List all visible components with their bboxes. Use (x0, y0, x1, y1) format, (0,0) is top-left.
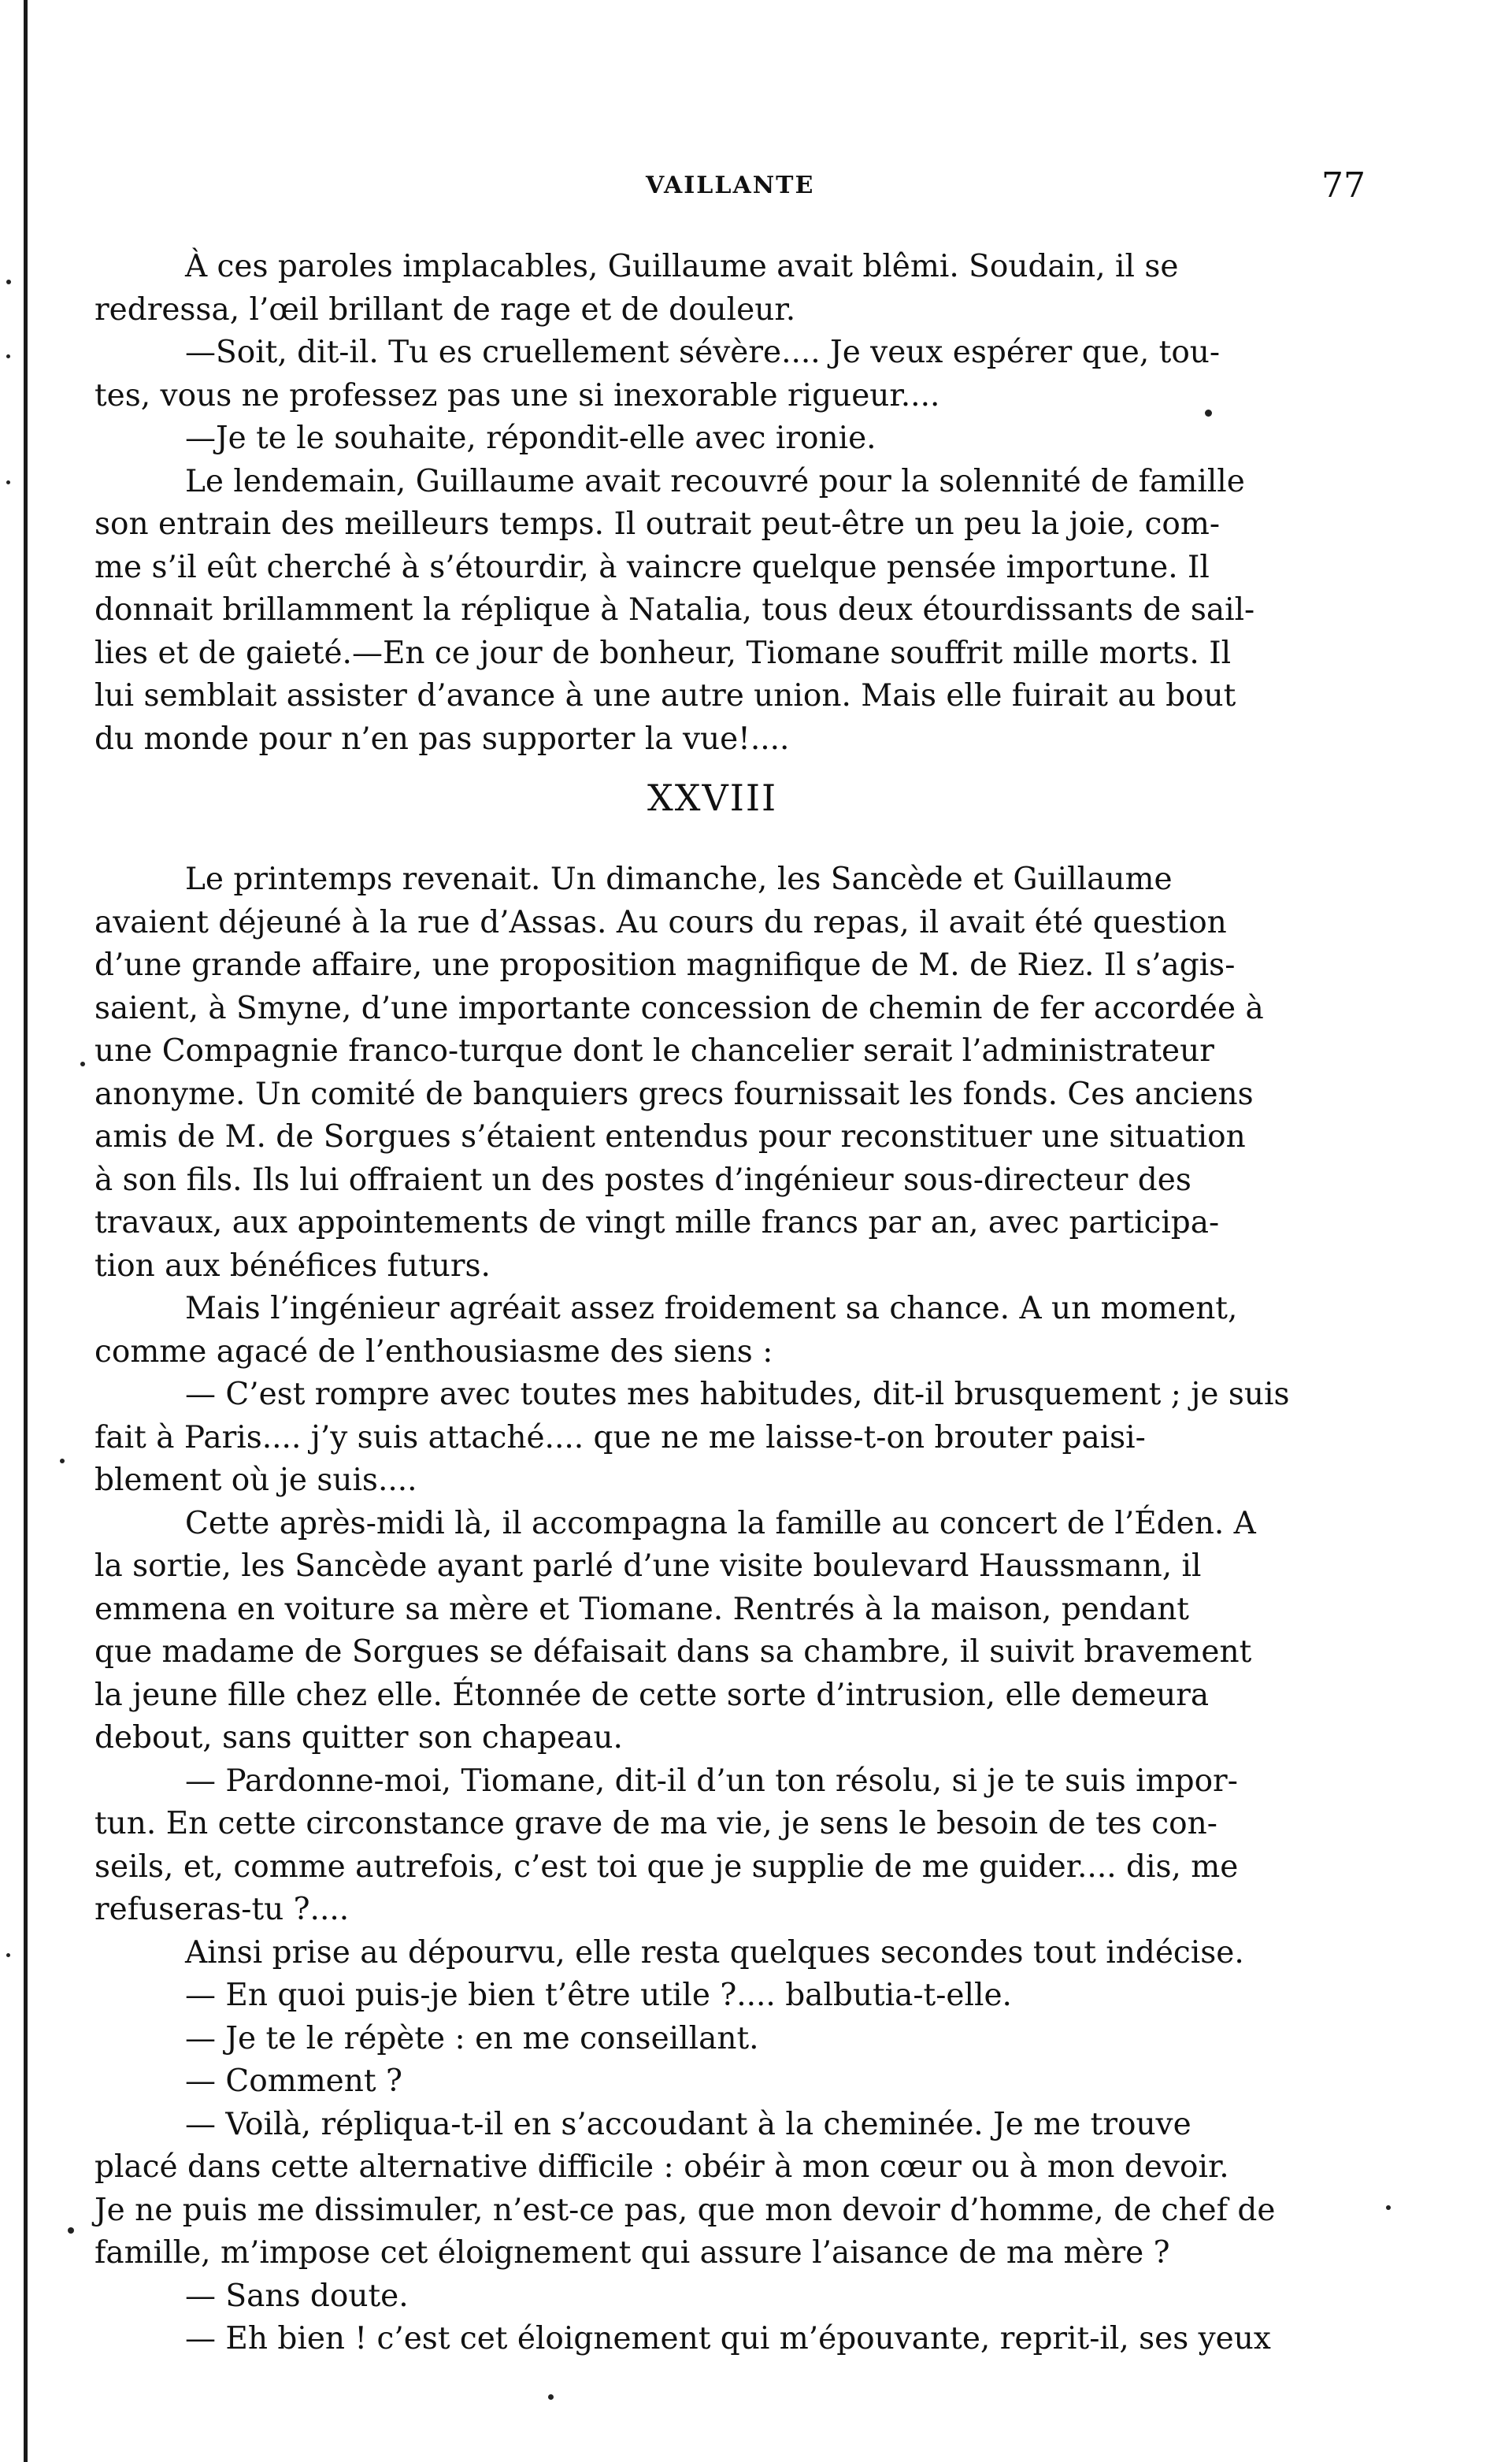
page-number: 77 (1321, 165, 1366, 206)
page-binding-edge (24, 0, 28, 2462)
text-line: travaux, aux appointements de vingt mille francs par an, avec participa- (94, 1205, 1220, 1240)
text-line: fait à Paris.... j’y suis attaché.... que ne me laisse-t-on brouter paisi- (94, 1419, 1146, 1455)
text-line: la sortie, les Sancède ayant parlé d’une visite boulevard Haussmann, il (94, 1548, 1202, 1584)
text-line: — Eh bien ! c’est cet éloignement qui m’épouvante, reprit-il, ses yeux (185, 2321, 1271, 2356)
running-head: VAILLANTE (646, 172, 815, 199)
text-line: anonyme. Un comité de banquiers grecs fournissait les fonds. Ces anciens (94, 1076, 1254, 1112)
text-line: amis de M. de Sorgues s’étaient entendus pour reconstituer une situation (94, 1119, 1246, 1155)
text-line: famille, m’impose cet éloignement qui assure l’aisance de ma mère ? (94, 2235, 1170, 2271)
text-line: —Je te le souhaite, répondit-elle avec ironie. (185, 421, 876, 456)
text-block-top (94, 246, 1370, 761)
text-line: donnait brillamment la réplique à Natalia, tous deux étourdissants de sail- (94, 592, 1255, 628)
text-line: d’une grande affaire, une proposition magnifique de M. de Riez. Il s’agis- (94, 947, 1236, 983)
text-line: refuseras-tu ?.... (94, 1892, 350, 1927)
text-line: — C’est rompre avec toutes mes habitudes, dit-il brusquement ; je suis (185, 1377, 1290, 1412)
text-line: Ainsi prise au dépourvu, elle resta quelques secondes tout indécise. (185, 1934, 1244, 1971)
scan-speck (68, 2227, 74, 2234)
text-line: À ces paroles implacables, Guillaume avait blêmi. Soudain, il se (185, 249, 1179, 284)
text-block-main (94, 858, 1370, 2361)
chapter-heading: XXVIII (647, 777, 778, 819)
text-line: que madame de Sorgues se défaisait dans sa chambre, il suivit bravement (94, 1634, 1252, 1670)
text-line: du monde pour n’en pas supporter la vue!.... (94, 721, 790, 757)
scan-speck (1386, 2205, 1391, 2210)
text-line: redressa, l’œil brillant de rage et de douleur. (94, 291, 796, 328)
text-line: seils, et, comme autrefois, c’est toi que je supplie de me guider.... dis, me (94, 1848, 1239, 1885)
scan-speck (1205, 410, 1212, 417)
text-line: une Compagnie franco-turque dont le chancelier serait l’administrateur (94, 1033, 1214, 1069)
text-line: Le printemps revenait. Un dimanche, les Sancède et Guillaume (185, 862, 1173, 897)
text-line: son entrain des meilleurs temps. Il outrait peut-être un peu la joie, com- (94, 506, 1221, 542)
text-line: placé dans cette alternative difficile : obéir à mon cœur ou à mon devoir. (94, 2149, 1229, 2185)
text-line: saient, à Smyne, d’une importante concession de chemin de fer accordée à (94, 990, 1264, 1026)
text-line: la jeune fille chez elle. Étonnée de cette sorte d’intrusion, elle demeura (94, 1677, 1210, 1713)
text-line: blement où je suis.... (94, 1463, 417, 1498)
text-line: à son fils. Ils lui offraient un des postes d’ingénieur sous-directeur des (94, 1162, 1191, 1198)
scan-speck (6, 354, 10, 358)
text-line: tun. En cette circonstance grave de ma vie, je sens le besoin de tes con- (94, 1806, 1217, 1841)
text-line: me s’il eût cherché à s’étourdir, à vaincre quelque pensée importune. Il (94, 549, 1210, 585)
text-line: — Sans doute. (185, 2278, 409, 2314)
text-line: lies et de gaieté.—En ce jour de bonheur, Tiomane souffrit mille morts. Il (94, 635, 1232, 671)
scan-speck (548, 2394, 554, 2400)
scan-speck (6, 1953, 10, 1957)
text-line: — Je te le répète : en me conseillant. (185, 2020, 759, 2056)
text-line: lui semblait assister d’avance à une autre union. Mais elle fuirait au bout (94, 678, 1236, 714)
text-line: Cette après-midi là, il accompagna la famille au concert de l’Éden. A (185, 1505, 1256, 1541)
scan-speck (60, 1459, 65, 1463)
text-line: — Comment ? (185, 2063, 402, 2099)
scan-speck (80, 1062, 85, 1066)
text-line: debout, sans quitter son chapeau. (94, 1720, 623, 1756)
text-line: tion aux bénéfices futurs. (94, 1248, 491, 1284)
scan-speck (6, 480, 10, 484)
text-line: Je ne puis me dissimuler, n’est-ce pas, que mon devoir d’homme, de chef de (94, 2192, 1276, 2228)
text-line: —Soit, dit-il. Tu es cruellement sévère.... Je veux espérer que, tou- (185, 335, 1221, 370)
text-line: tes, vous ne professez pas une si inexorable rigueur.... (94, 377, 940, 413)
text-line: — Pardonne-moi, Tiomane, dit-il d’un ton résolu, si je te suis impor- (185, 1763, 1238, 1799)
text-line: avaient déjeuné à la rue d’Assas. Au cours du repas, il avait été question (94, 904, 1227, 940)
text-line: — En quoi puis-je bien t’être utile ?.... balbutia-t-elle. (185, 1978, 1012, 2013)
text-line: Le lendemain, Guillaume avait recouvré pour la solennité de famille (185, 463, 1245, 499)
text-line: — Voilà, répliqua-t-il en s’accoudant à la cheminée. Je me trouve (185, 2106, 1191, 2142)
text-line: Mais l’ingénieur agréait assez froidement sa chance. A un moment, (185, 1291, 1238, 1326)
text-line: comme agacé de l’enthousiasme des siens : (94, 1333, 773, 1370)
scan-speck (6, 280, 11, 284)
text-line: emmena en voiture sa mère et Tiomane. Rentrés à la maison, pendant (94, 1591, 1189, 1627)
